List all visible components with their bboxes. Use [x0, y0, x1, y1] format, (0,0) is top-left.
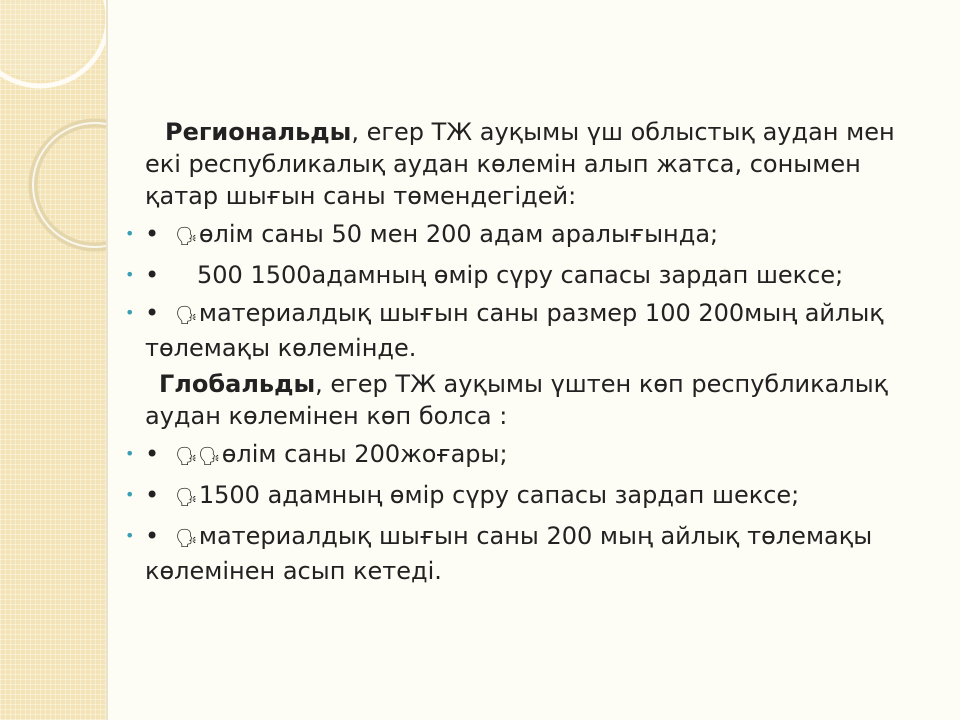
speaking-head-icon: 🗣: [175, 528, 198, 549]
list-item: [125, 218, 925, 253]
bullet-icon: •: [125, 526, 135, 545]
list-dot: •: [145, 220, 160, 248]
regional-paragraph: [125, 116, 925, 212]
regional-heading: Региональды: [165, 118, 352, 146]
list-dot: •: [145, 440, 160, 468]
list-dot: •: [145, 481, 160, 509]
bullet-icon: •: [125, 444, 135, 463]
list-item: [125, 259, 925, 291]
speaking-head-icon: 🗣: [175, 487, 198, 508]
regional-text: , егер ТЖ ауқымы үш облыстық аудан мен екі республикалық аудан көлемін алып жатса, сонымен қатар шығын саны төмендегідей:: [145, 118, 895, 210]
bullet-icon: •: [125, 303, 135, 322]
speaking-head-icon: 🗣: [175, 305, 198, 326]
sidebar-divider: [106, 0, 108, 720]
list-item-text: материалдық шығын саны 200 мың айлық төлемақы көлемінен асып кетеді.: [145, 522, 873, 585]
slide-content: [125, 116, 925, 587]
list-dot: •: [145, 522, 160, 550]
global-paragraph: [125, 368, 925, 432]
list-item-text: өлім саны 200жоғары;: [221, 440, 508, 468]
global-heading: Глобальды: [159, 370, 316, 398]
bullet-icon: •: [125, 485, 135, 504]
list-item-text: 500 1500адамның өмір сүру сапасы зардап шексе;: [197, 261, 844, 289]
list-item-text: материалдық шығын саны размер 100 200мың айлық төлемақы көлемінде.: [145, 299, 884, 362]
list-item: [125, 297, 925, 364]
decorative-sidebar: [0, 0, 106, 720]
list-item-text: өлім саны 50 мен 200 адам аралығында;: [198, 220, 719, 248]
speaking-head-icon: 🗣: [175, 226, 198, 247]
list-item: [125, 520, 925, 587]
bullet-icon: •: [125, 224, 135, 243]
bullet-icon: •: [125, 265, 135, 284]
speaking-head-icon: 🗣🗣: [175, 446, 221, 467]
global-text: , егер ТЖ ауқымы үштен көп республикалық аудан көлемінен көп болса :: [145, 370, 889, 430]
list-dot: •: [145, 299, 160, 327]
list-dot: •: [145, 261, 160, 289]
list-item: [125, 438, 925, 473]
list-item-text: 1500 адамның өмір сүру сапасы зардап шексе;: [198, 481, 800, 509]
list-item: [125, 479, 925, 514]
